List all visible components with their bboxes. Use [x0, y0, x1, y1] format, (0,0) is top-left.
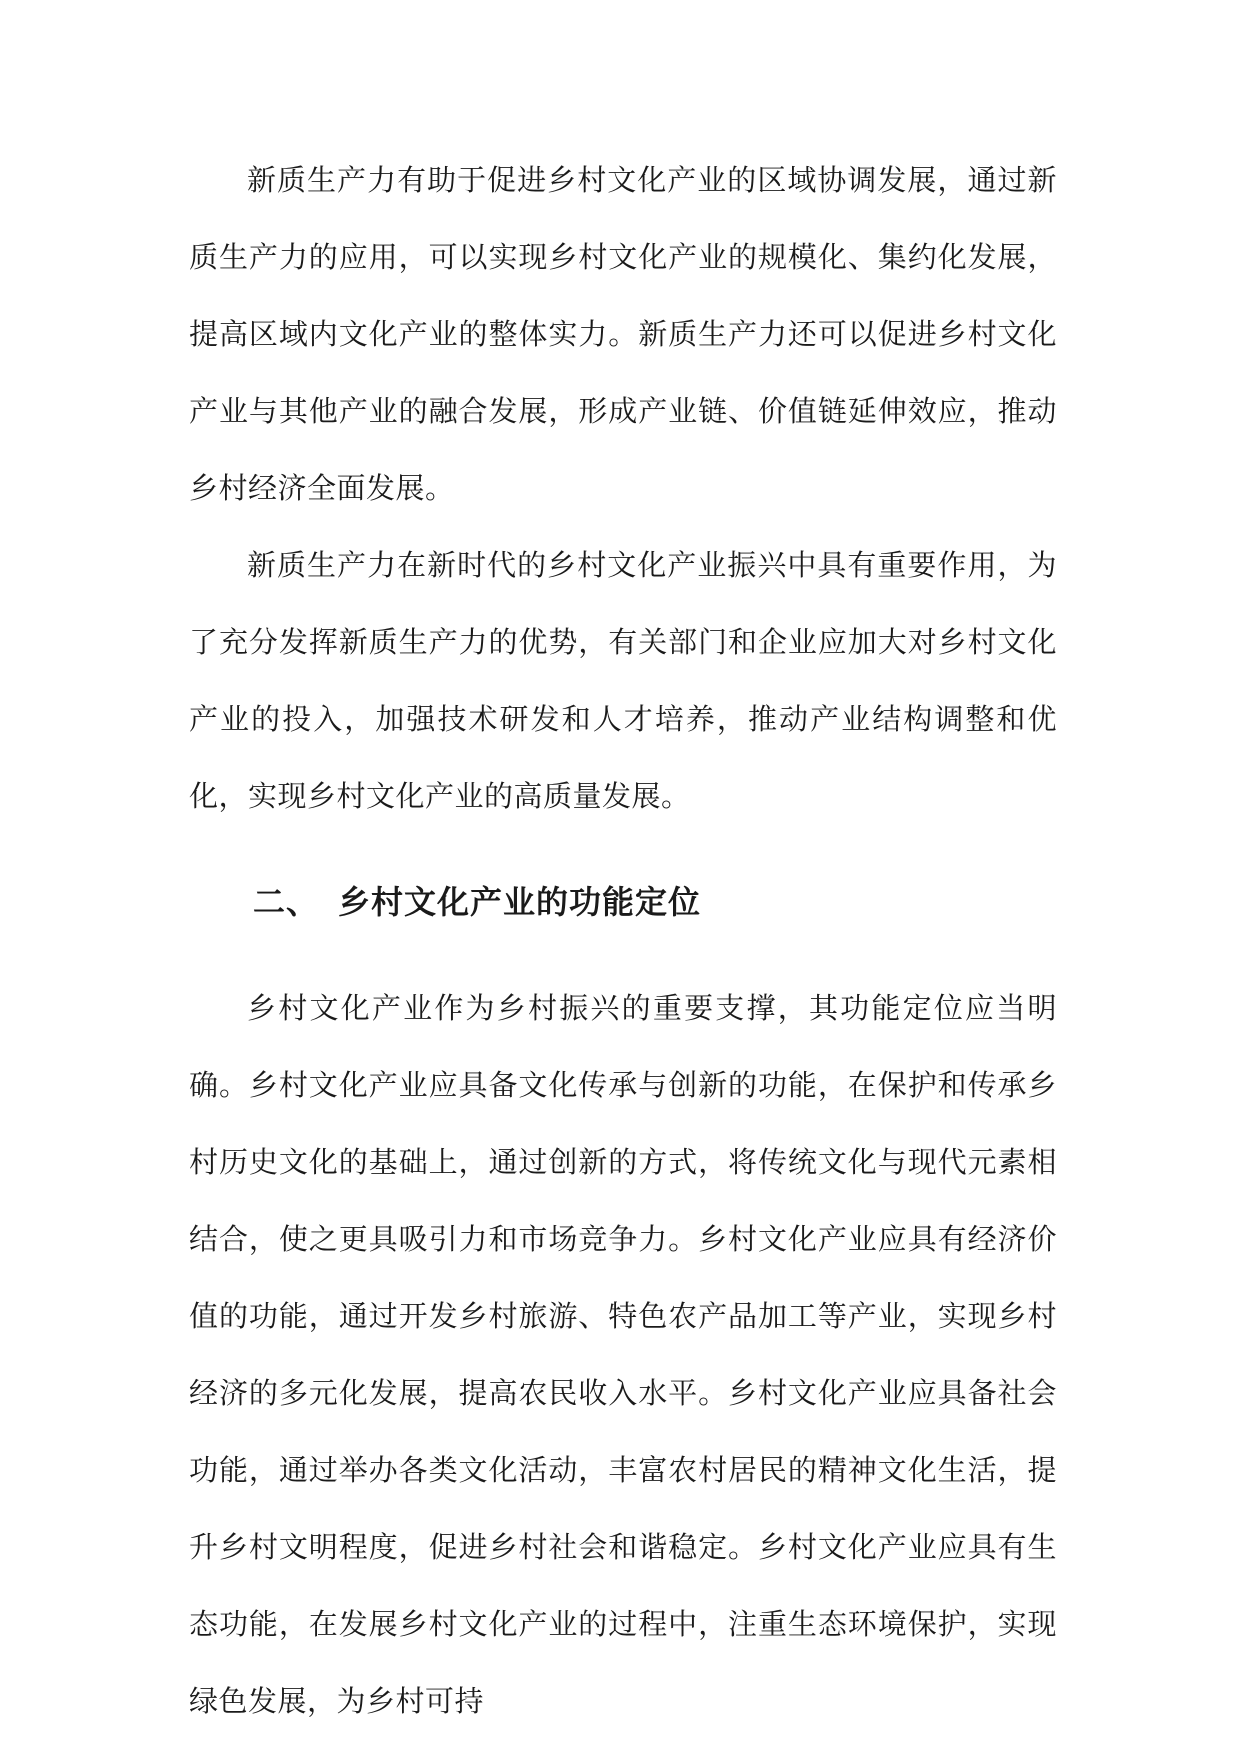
- document-body: [189, 142, 1057, 1740]
- section-number: 二、: [253, 883, 320, 921]
- section-title: 乡村文化产业的功能定位: [338, 883, 702, 921]
- paragraph-regional-development: 新质生产力有助于促进乡村文化产业的区域协调发展，通过新质生产力的应用，可以实现乡村文化产业的规模化、集约化发展，提高区域内文化产业的整体实力。新质生产力还可以促进乡村文化产业与其他产业的融合发展，形成产业链、价值链延伸效应，推动乡村经济全面发展。: [189, 163, 1057, 505]
- paragraph-new-productivity-role: 新质生产力在新时代的乡村文化产业振兴中具有重要作用，为了充分发挥新质生产力的优势，有关部门和企业应加大对乡村文化产业的投入，加强技术研发和人才培养，推动产业结构调整和优化，实现乡村文化产业的高质量发展。: [189, 548, 1057, 813]
- section-heading: [189, 835, 1057, 970]
- paragraph-function-positioning: 乡村文化产业作为乡村振兴的重要支撑，其功能定位应当明确。乡村文化产业应具备文化传承与创新的功能，在保护和传承乡村历史文化的基础上，通过创新的方式，将传统文化与现代元素相结合，使之更具吸引力和市场竞争力。乡村文化产业应具有经济价值的功能，通过开发乡村旅游、特色农产品加工等产业，实现乡村经济的多元化发展，提高农民收入水平。乡村文化产业应具备社会功能，通过举办各类文化活动，丰富农村居民的精神文化生活，提升乡村文明程度，促进乡村社会和谐稳定。乡村文化产业应具有生态功能，在发展乡村文化产业的过程中，注重生态环境保护，实现绿色发展，为乡村可持: [189, 991, 1057, 1718]
